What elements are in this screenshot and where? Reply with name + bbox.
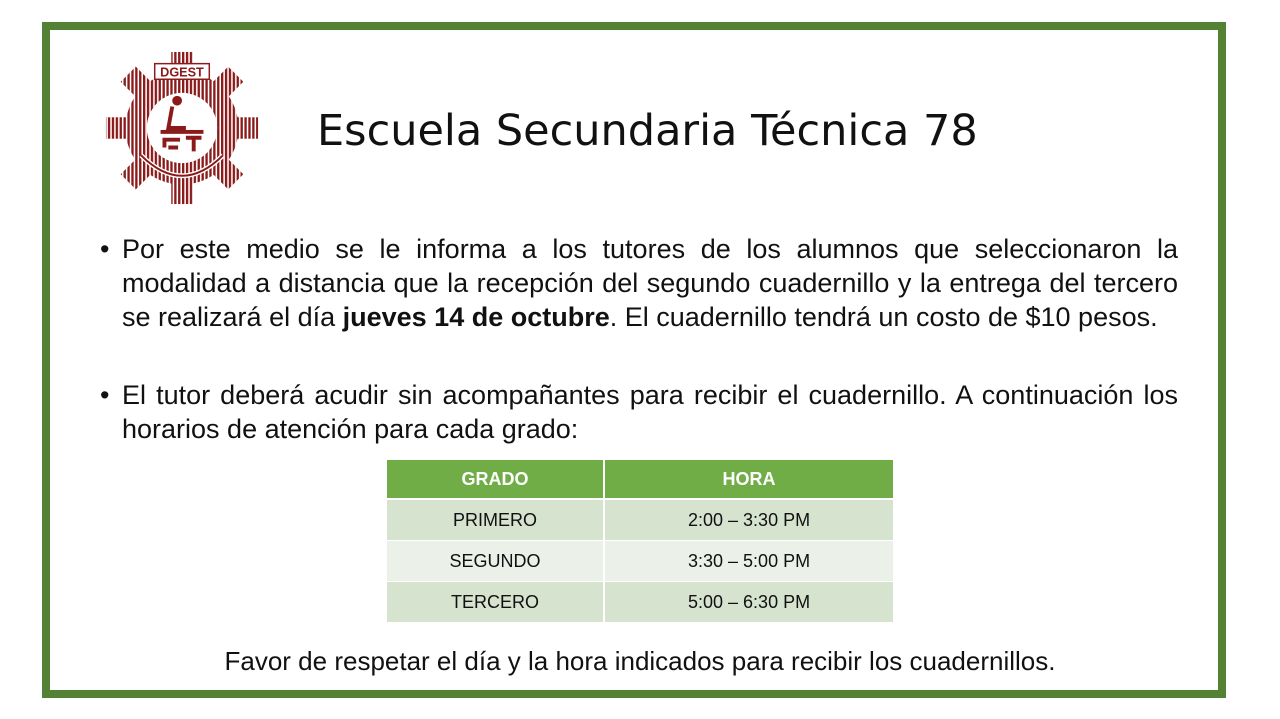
- page-title: Escuela Secundaria Técnica 78: [317, 106, 978, 156]
- header-hora: HORA: [604, 460, 893, 499]
- time-cell: 3:30 – 5:00 PM: [604, 541, 893, 582]
- bullet-notice-date: jueves 14 de octubre: [342, 302, 610, 332]
- schedule-table: [387, 460, 893, 623]
- time-cell: 2:00 – 3:30 PM: [604, 499, 893, 541]
- bullet-instructions: [100, 378, 1178, 446]
- grade-cell: PRIMERO: [387, 499, 604, 541]
- table-row: [387, 541, 893, 582]
- logo-text: DGEST: [160, 65, 204, 80]
- footer-note: Favor de respetar el día y la hora indicados para recibir los cuadernillos.: [224, 646, 1056, 676]
- table-row: [387, 499, 893, 541]
- bullet-notice: [100, 232, 1178, 334]
- table-row: [387, 582, 893, 623]
- grade-cell: SEGUNDO: [387, 541, 604, 582]
- bullet-notice-cost: . El cuadernillo tendrá un costo de $10 pesos.: [609, 302, 1158, 332]
- bullet-instructions-text: El tutor deberá acudir sin acompañantes para recibir el cuadernillo. A continuación los horarios de atención para cada grado:: [122, 380, 1178, 444]
- table-header-row: [387, 460, 893, 499]
- grade-cell: TERCERO: [387, 582, 604, 623]
- header-grado: GRADO: [387, 460, 604, 499]
- bullet-notice-text: Por este medio se le informa a los tutores de los alumnos que seleccionaron la modalidad a distancia que la recepción del segundo cuadernillo y la entrega del tercero se realizará el día: [122, 234, 1178, 332]
- time-cell: 5:00 – 6:30 PM: [604, 582, 893, 623]
- dgest-gear-logo: [104, 50, 260, 206]
